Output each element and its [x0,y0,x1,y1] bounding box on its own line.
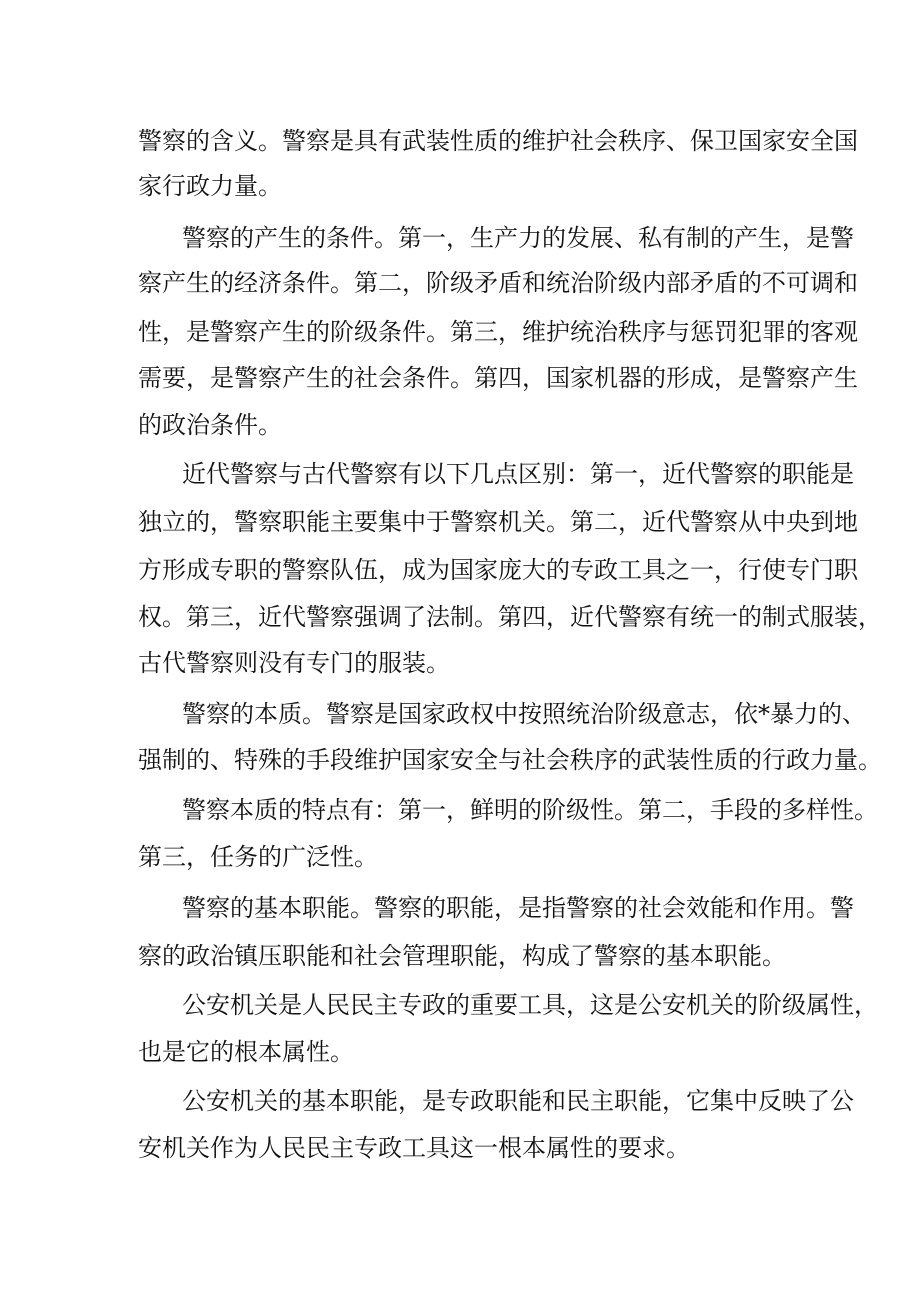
paragraph-line: 察产生的经济条件。第二，阶级矛盾和统治阶级内部矛盾的不可调和 [138,269,858,297]
paragraph-line: 家行政力量。 [138,172,282,200]
paragraph-line: 古代警察则没有专门的服装。 [138,649,450,677]
paragraph-line: 公安机关的基本职能，是专政职能和民主职能，它集中反映了公 [182,1087,854,1115]
paragraph-line: 强制的、特殊的手段维护国家安全与社会秩序的武装性质的行政力量。 [138,746,882,774]
paragraph-line: 第三，任务的广泛性。 [138,843,378,871]
paragraph-line: 警察的产生的条件。第一，生产力的发展、私有制的产生，是警 [182,224,854,252]
paragraph-line: 方形成专职的警察队伍，成为国家庞大的专政工具之一，行使专门职 [138,556,858,584]
paragraph-line: 性，是警察产生的阶级条件。第三，维护统治秩序与惩罚犯罪的客观 [138,318,858,346]
paragraph-line: 权。第三，近代警察强调了法制。第四，近代警察有统一的制式服装， [138,603,882,631]
paragraph-line: 公安机关是人民民主专政的重要工具，这是公安机关的阶级属性， [182,991,878,1019]
paragraph-line: 的政治条件。 [138,411,282,439]
paragraph-line: 近代警察与古代警察有以下几点区别：第一，近代警察的职能是 [182,460,854,488]
paragraph-line: 需要，是警察产生的社会条件。第四，国家机器的形成，是警察产生 [138,364,858,392]
paragraph-line: 警察的基本职能。警察的职能，是指警察的社会效能和作用。警 [182,894,854,922]
paragraph-line: 独立的，警察职能主要集中于警察机关。第二，近代警察从中央到地 [138,508,858,536]
paragraph-line: 警察本质的特点有：第一，鲜明的阶级性。第二，手段的多样性。 [182,796,878,824]
paragraph-line: 警察的含义。警察是具有武装性质的维护社会秩序、保卫国家安全国 [138,127,858,155]
paragraph-line: 警察的本质。警察是国家政权中按照统治阶级意志，依*暴力的、 [182,700,866,728]
paragraph-line: 安机关作为人民民主专政工具这一根本属性的要求。 [138,1134,690,1162]
paragraph-line: 也是它的根本属性。 [138,1038,354,1066]
paragraph-line: 察的政治镇压职能和社会管理职能，构成了警察的基本职能。 [138,942,786,970]
